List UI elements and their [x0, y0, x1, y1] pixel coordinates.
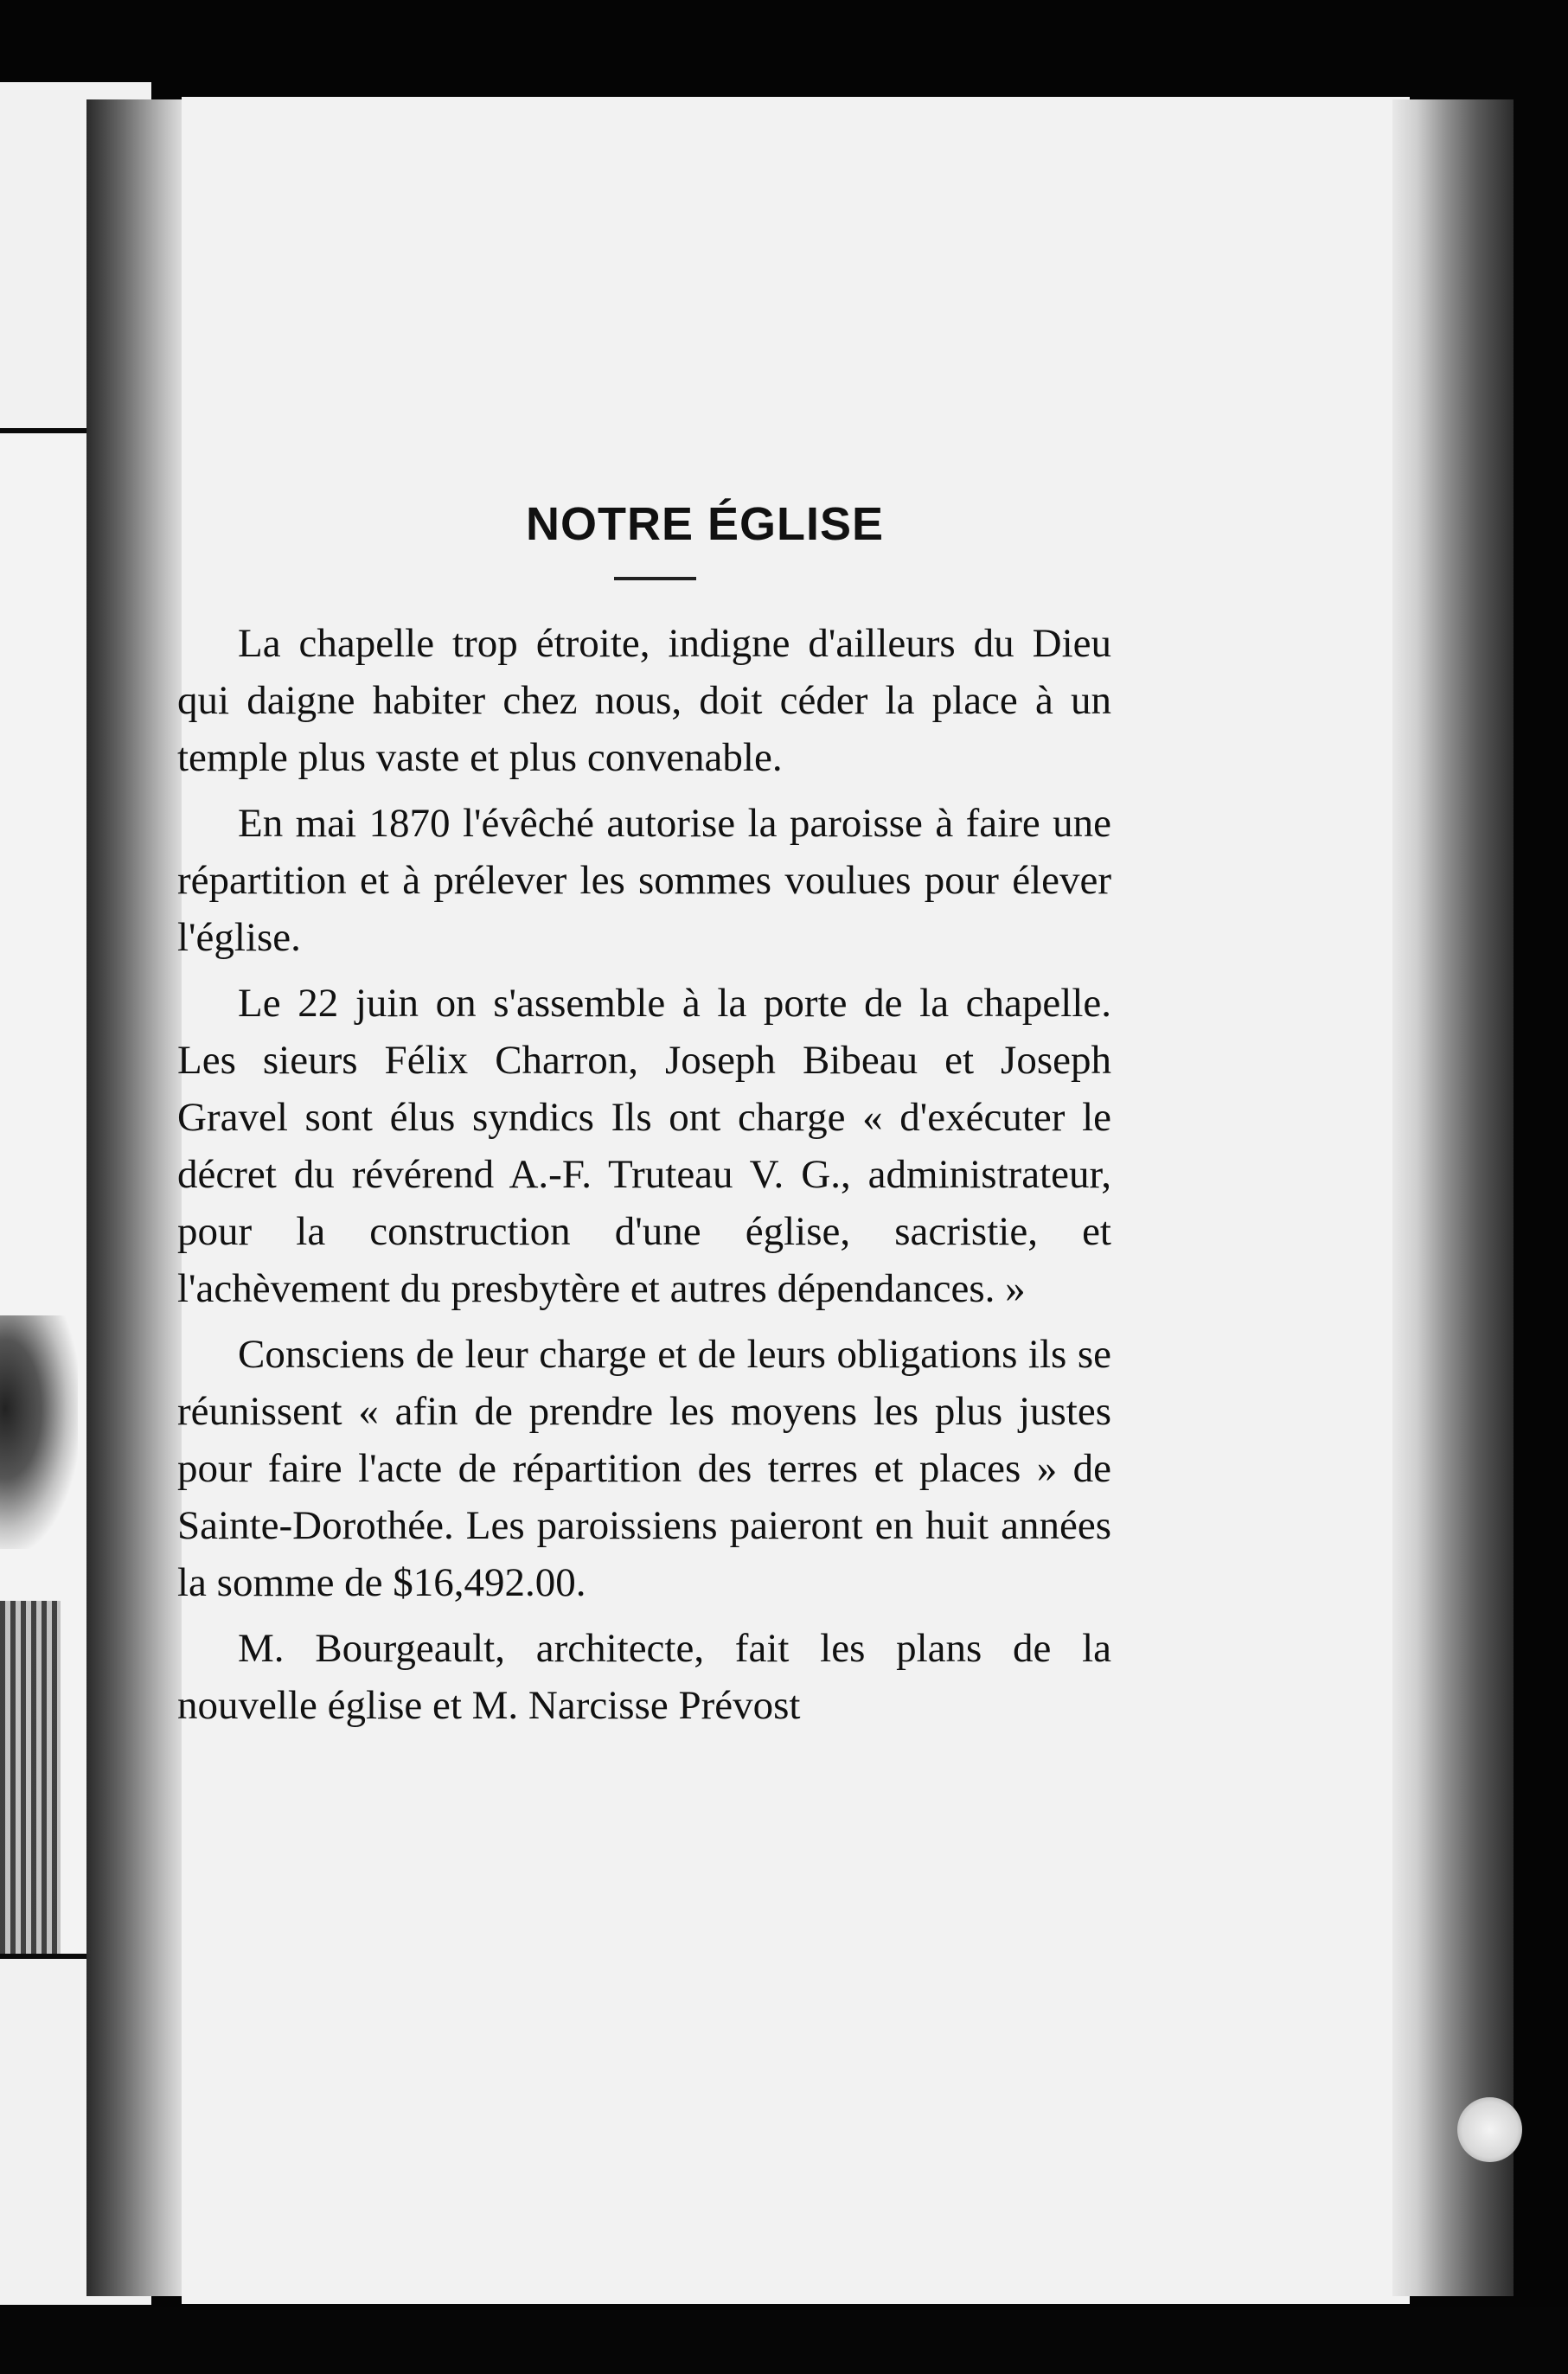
paragraph-2: En mai 1870 l'évêché autorise la paroisse à faire une répartition et à prélever les sommes voulues pour élever l'église.	[177, 801, 1111, 960]
paragraph-3: Le 22 juin on s'assemble à la porte de la chapelle. Les sieurs Félix Charron, Joseph Bibeau et Joseph Gravel sont élus syndics Ils ont charge « d'exécuter le décret du révérend A.-F. Truteau V. G., administrateur, pour la construction d'une église, sacristie, et l'achèvement du presbytère et autres dépendances. »	[177, 981, 1111, 1311]
paragraph-4: Consciens de leur charge et de leurs obligations ils se réunissent « afin de prendre les moyens les plus justes pour faire l'acte de répartition des terres et places » de Sainte-Dorothée. Les paroissiens paieront en huit années la somme de $16,492.00.	[177, 1332, 1111, 1605]
book-gutter	[86, 99, 190, 2296]
scan-border	[0, 2307, 1568, 2374]
library-stamp	[1457, 2097, 1522, 2162]
title-rule	[614, 577, 696, 580]
paragraph-1: La chapelle trop étroite, indigne d'ailleurs du Dieu qui daigne habiter chez nous, doit céder la place à un temple plus vaste et plus convenable.	[177, 621, 1111, 780]
page-edges	[1392, 99, 1514, 2296]
photo-trees	[0, 1315, 78, 1549]
photo-building	[0, 1601, 61, 1959]
page-text	[177, 497, 1111, 1743]
paragraph-5: M. Bourgeault, architecte, fait les plans de la nouvelle église et M. Narcisse Prévost	[177, 1626, 1111, 1728]
page-title: NOTRE ÉGLISE	[525, 498, 885, 550]
